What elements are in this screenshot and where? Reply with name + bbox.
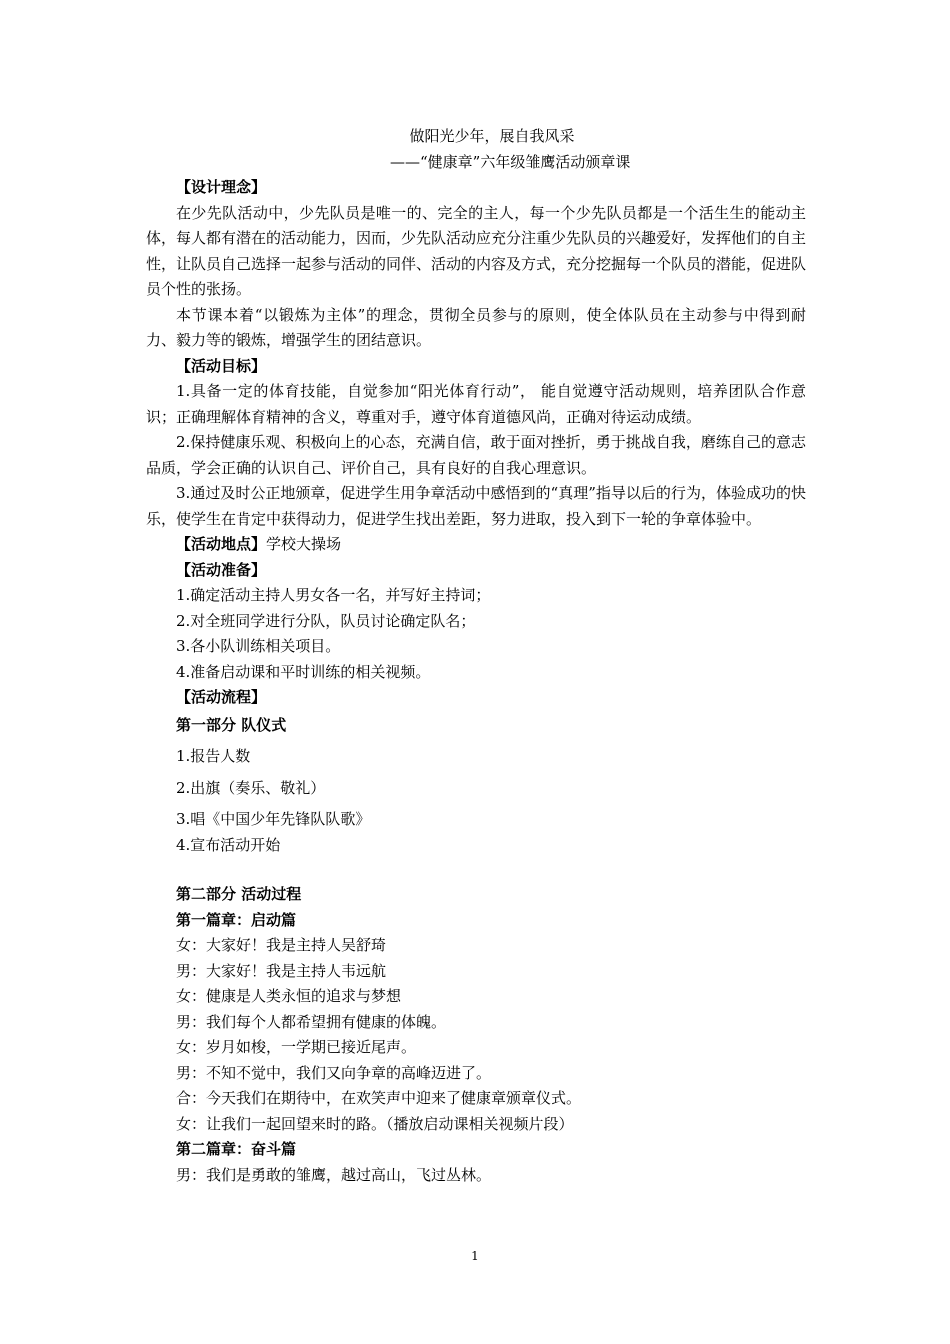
dialogue-line: 女：让我们一起回望来时的路。（播放启动课相关视频片段）	[176, 1114, 574, 1133]
prep-item: 1.确定活动主持人男女各一名，并写好主持词；	[176, 586, 491, 604]
goal-item-2: 2.保持健康乐观、积极向上的心态，充满自信，敢于面对挫折，勇于挑战自我，磨练自己的意志品质，学会正确的认识自己、评价自己，具有良好的自我心理意识。	[146, 433, 806, 477]
document-title: 做阳光少年，展自我风采	[409, 127, 575, 145]
dialogue-line: 男：大家好！我是主持人韦远航	[176, 961, 387, 980]
document-subtitle: ——“健康章”六年级雏鹰活动颁章课	[390, 152, 631, 171]
dialogue-line: 女：大家好！我是主持人吴舒琦	[176, 936, 387, 954]
dialogue-line: 女：健康是人类永恒的追求与梦想	[176, 987, 402, 1005]
place-heading: 【活动地点】	[176, 535, 267, 553]
prep-heading: 【活动准备】	[176, 560, 267, 579]
page-number: 1	[471, 1249, 479, 1263]
part1-item: 3.唱《中国少年先锋队队歌》	[176, 810, 371, 828]
design-heading: 【设计理念】	[176, 178, 267, 196]
part2-heading: 第二部分 活动过程	[176, 885, 302, 903]
dialogue-line: 男：我们每个人都希望拥有健康的体魄。	[176, 1012, 447, 1031]
chapter2-heading: 第二篇章：奋斗篇	[176, 1140, 297, 1158]
part1-item: 2.出旗（奏乐、敬礼）	[176, 778, 326, 797]
design-paragraph-2: 本节课本着“以锻炼为主体”的理念，贯彻全员参与的原则，使全体队员在主动参与中得到耐力、毅力等的锻炼，增强学生的团结意识。	[146, 305, 806, 349]
part1-item: 4.宣布活动开始	[176, 835, 281, 854]
dialogue-line: 女：岁月如梭，一学期已接近尾声。	[176, 1038, 417, 1056]
goal-heading: 【活动目标】	[176, 356, 267, 375]
chapter1-heading: 第一篇章：启动篇	[176, 910, 297, 929]
prep-item: 3.各小队训练相关项目。	[176, 637, 341, 655]
section-gap	[146, 858, 806, 882]
place-line	[146, 532, 806, 558]
part1-heading: 第一部分 队仪式	[176, 715, 287, 734]
document-body	[146, 124, 806, 1188]
dialogue-line: 男：我们是勇敢的雏鹰，越过高山，飞过丛林。	[176, 1165, 492, 1184]
prep-item: 2.对全班同学进行分队，队员讨论确定队名；	[176, 611, 476, 630]
dialogue-line: 合：今天我们在期待中，在欢笑声中迎来了健康章颁章仪式。	[176, 1089, 582, 1107]
prep-item: 4.准备启动课和平时训练的相关视频。	[176, 662, 431, 681]
flow-heading: 【活动流程】	[176, 688, 267, 706]
place-value: 学校大操场	[266, 535, 342, 553]
dialogue-line: 男：不知不觉中，我们又向争章的高峰迈进了。	[176, 1063, 492, 1082]
goal-item-1: 1.具备一定的体育技能，自觉参加“阳光体育行动”， 能自觉遵守活动规则，培养团队合作意识；正确理解体育精神的含义，尊重对手，遵守体育道德风尚，正确对待运动成绩。	[146, 382, 806, 426]
part1-item: 1.报告人数	[176, 747, 251, 765]
design-paragraph-1: 在少先队活动中，少先队员是唯一的、完全的主人，每一个少先队员都是一个活生生的能动主体，每人都有潜在的活动能力，因而，少先队活动应充分注重少先队员的兴趣爱好，发挥他们的自主性，让队员自己选择一起参与活动的同伴、活动的内容及方式，充分挖掘每一个队员的潜能，促进队员个性的张扬。	[146, 203, 807, 298]
goal-item-3: 3.通过及时公正地颁章，促进学生用争章活动中感悟到的“真理”指导以后的行为，体验成功的快乐，使学生在肯定中获得动力，促进学生找出差距，努力进取，投入到下一轮的争章体验中。	[146, 484, 806, 528]
